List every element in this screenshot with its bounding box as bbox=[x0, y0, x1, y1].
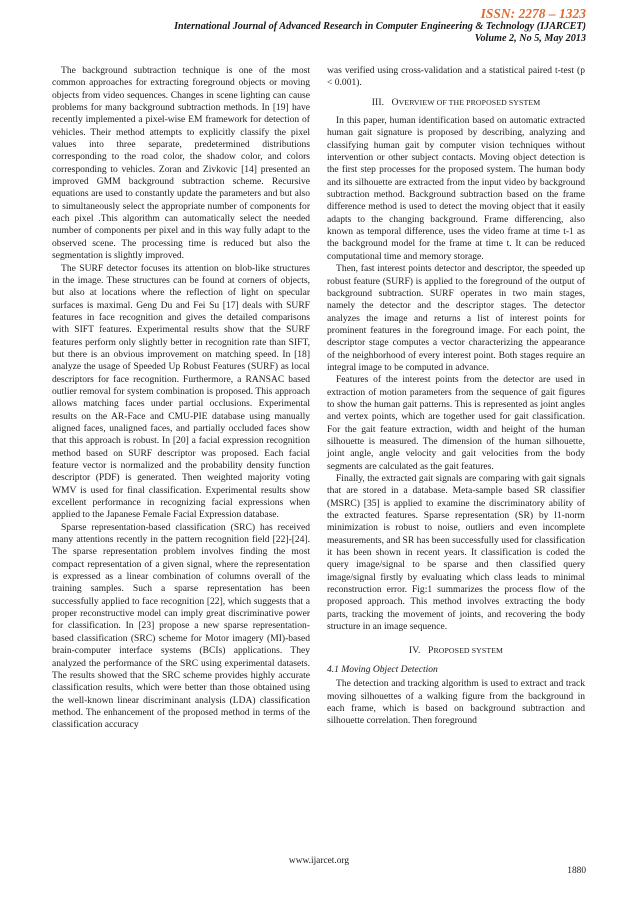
paragraph: Finally, the extracted gait signals are comparing with gait signals that are stored in a database. Meta-sample based SR classifier (MSRC) [35] is applied to examine the discriminatory ability of the extracted features. Sparse representation (SR) by l1-norm minimization is robust to noise, outliers and even incomplete measurements, and SR has been successfully used for classification it has been shown in recent years. It classification is coded the query image/signal to be sparse and then classified query image/signal firstly by evaluating which class leads to minimal reconstruction error. Fig:1 summarizes the process flow of the proposed approach. This method involves extracting the body parts, tracking the movement of joints, and recovering the body structure in an image sequence. bbox=[327, 473, 585, 633]
section-title-rest: ROPOSED SYSTEM bbox=[433, 646, 504, 656]
section-heading-3 bbox=[327, 97, 585, 109]
page-header bbox=[174, 6, 586, 45]
issn-label: ISSN: 2278 – 1323 bbox=[480, 6, 586, 21]
paragraph: Sparse representation-based classification (SRC) has received many attentions recently in the pattern recognition field [22]-[24]. The sparse representation problem involves finding the most compact representation of a given signal, where the representation is expressed as a linear combination of columns overall of the training samples. Such a sparse representation has been successfully applied to face recognition [22], which suggests that a proper reconstructive model can imply great discriminative power for classification. In [23] propose a new sparse representation-based classification (SRC) scheme for Motor imagery (MI)-based brain-computer interface systems (BCIs) applications. They analyzed the performance of the SRC using experimental datasets. The results showed that the SRC scheme provides highly accurate classification results, which were better than those obtained using the well-known linear discriminant analysis (LDA) classification method. The enhancement of the proposed method in terms of the classification accuracy bbox=[52, 521, 310, 731]
section-number: III. bbox=[371, 96, 385, 108]
paragraph: was verified using cross-validation and a statistical paired t-test (p < 0.001). bbox=[327, 65, 585, 89]
section-heading-4 bbox=[327, 645, 585, 657]
paragraph: The detection and tracking algorithm is used to extract and track moving silhouettes of a walking figure from the background in each frame, which is based on background subtraction and silhouette correlation. Then foreground bbox=[327, 678, 585, 727]
footer-url: www.ijarcet.org bbox=[288, 856, 350, 866]
paragraph: Features of the interest points from the detector are used in extraction of motion parameters from the sequence of gait figures to show the human gait patterns. This is represented as joint angles and vertex points, which are together used for gait classification. For the gait feature extraction, width and height of the human silhouette is measured. The dimension of the human silhouette, joint angle, angle velocity and gait velocities from the body segments are calculated as the gait features. bbox=[327, 374, 585, 472]
paragraph: The SURF detector focuses its attention on blob-like structures in the image. These structures can be found at corners of objects, but also at locations where the reflection of light on specular surfaces is maximal. Geng Du and Fei Su [17] deals with SURF features in face recognition and gives the detailed comparisons with SIFT features. Experimental results show that the SURF features perform only slightly better in recognition rate than SIFT, but there is an obvious improvement on matching speed. In [18] analyze the usage of Speeded Up Robust Features (SURF) as local descriptors for face recognition. Furthermore, a RANSAC based outlier removal for system combination is proposed. This approach allows matching faces under partial occlusions. Experimental results on the AR-Face and CMU-PIE database using manually aligned faces, unaligned faces, and partially occluded faces show that this approach is robust. In [20] a facial expression recognition method based on SURF descriptor was proposed. Each facial feature vector is normalized and the probability density function descriptor (PDF) is generated. Then weighted majority voting WMV is used for final classification. Experimental results show excellent performance in recognizing facial expressions when applied to the Japanese Female Facial Expression database. bbox=[52, 262, 310, 521]
paragraph: The background subtraction technique is one of the most common approaches for extracting foreground objects or moving objects from video sequences. Changes in scene lighting can cause problems for many background subtraction methods. In [19] have recently implemented a pixel-wise EM framework for detection of vehicles. Their method attempts to explicitly classify the pixel values into three separate, predetermined distributions corresponding to the road color, the shadow color, and colors corresponding to vehicles. Zoran and Zivkovic [14] presented an improved GMM background subtraction scheme. Recursive equations are used to constantly update the parameters and but also to simultaneously select the appropriate number of components for each pixel .This algorithm can automatically select the needed number of components per pixel and in this way fully adapt to the observed scene. The processing time is reduced but also the segmentation is slightly improved. bbox=[52, 65, 310, 262]
page-number: 1880 bbox=[567, 866, 586, 876]
right-column bbox=[327, 65, 585, 728]
section-title-initial: O bbox=[391, 96, 399, 108]
section-title-rest: VERVIEW OF THE PROPOSED SYSTEM bbox=[398, 97, 541, 107]
section-number: IV. bbox=[408, 645, 421, 657]
journal-volume: Volume 2, No 5, May 2013 bbox=[474, 33, 586, 44]
paragraph: In this paper, human identification based on automatic extracted human gait signature is proposed by describing, analyzing and classifying human gait by computer vision techniques without intervention or other subject contacts. Moving object detection is the first step processes for the proposed system. The human body and its silhouette are extracted from the input video by background subtraction method. Background subtraction based on the frame difference method is used to detect the moving object that it easily adapts to the changing background. Frame differencing, also known as temporal difference, uses the video frame at time t-1 as the background model for the frame at time t. It can be reduced computational time and memory storage. bbox=[327, 115, 585, 262]
paragraph: Then, fast interest points detector and descriptor, the speeded up robust feature (SURF) is applied to the foreground of the output of background subtraction. SURF operates in two main stages, namely the detector and the descriptor stages. The detector analyzes the image and returns a list of interest points for prominent features in the foreground image. For each point, the descriptor stage computes a vector characterizing the appearance of the neighborhood of every interest point. Both stages require an integral image to be computed in advance. bbox=[327, 263, 585, 373]
left-column bbox=[52, 65, 310, 732]
section-title-initial: P bbox=[428, 645, 434, 657]
subsection-heading: 4.1 Moving Object Detection bbox=[327, 663, 438, 675]
journal-title: International Journal of Advanced Research in Computer Engineering & Technology (IJARCET) bbox=[174, 21, 586, 32]
